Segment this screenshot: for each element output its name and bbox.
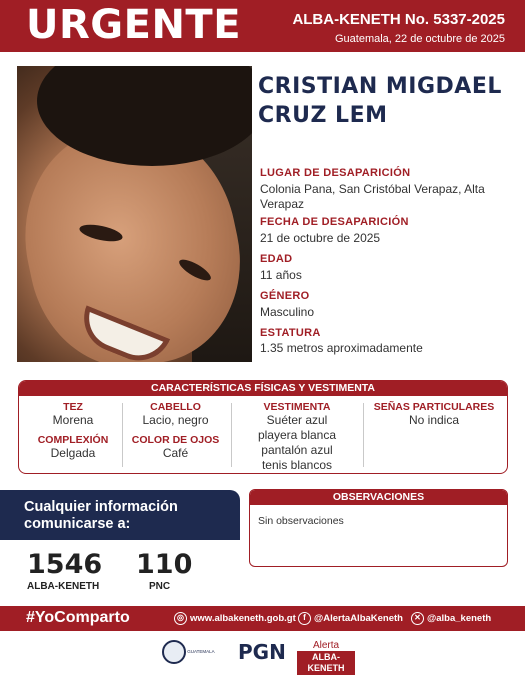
height-value: 1.35 metros aproximadamente — [260, 341, 423, 355]
place-value: Colonia Pana, San Cristóbal Verapaz, Alta Verapaz — [260, 182, 485, 211]
facebook-text: @AlertaAlbaKeneth — [314, 613, 403, 625]
alerta-logo-line1: Alerta — [312, 640, 340, 651]
eye-color-label: COLOR DE OJOS — [131, 434, 220, 446]
date-label: FECHA DE DESAPARICIÓN — [260, 216, 409, 228]
phone-alba-keneth[interactable]: 1546 — [27, 549, 103, 580]
x-text: @alba_keneth — [427, 613, 492, 625]
column-divider — [363, 403, 364, 467]
alert-date: Guatemala, 22 de octubre de 2025 — [334, 33, 505, 45]
government-logo-text: GUATEMALA — [187, 649, 215, 655]
gender-label: GÉNERO — [260, 290, 310, 302]
marks-value: No indica — [408, 413, 460, 427]
place-label: LUGAR DE DESAPARICIÓN — [260, 167, 411, 179]
missing-person-photo — [17, 66, 252, 362]
header-banner — [0, 0, 525, 52]
observations-text: Sin observaciones — [258, 515, 344, 527]
date-value: 21 de octubre de 2025 — [260, 231, 381, 245]
hair-block — [127, 401, 224, 461]
characteristics-panel — [18, 380, 508, 474]
complexion-label: COMPLEXIÓN — [37, 434, 109, 446]
facebook-icon: f — [298, 612, 311, 625]
observations-title: OBSERVACIONES — [250, 490, 507, 505]
gender-value: Masculino — [260, 305, 315, 319]
contact-text-line2: comunicarse a: — [24, 516, 131, 532]
eye-color-value: Café — [162, 446, 189, 460]
height-label: ESTATURA — [260, 327, 321, 339]
website-link[interactable] — [174, 612, 296, 625]
phone-alba-keneth-label: ALBA-KENETH — [27, 581, 100, 592]
age-label: EDAD — [260, 253, 293, 265]
globe-icon: ◎ — [174, 612, 187, 625]
person-name-line2: CRUZ LEM — [258, 103, 388, 128]
government-logo — [162, 640, 232, 672]
facebook-link[interactable] — [298, 612, 403, 625]
age-value: 11 años — [260, 268, 302, 282]
characteristics-title: CARACTERÍSTICAS FÍSICAS Y VESTIMENTA — [19, 381, 507, 396]
complexion-value: Delgada — [50, 446, 96, 460]
clothing-line: tenis blancos — [261, 458, 333, 472]
x-icon: ✕ — [411, 612, 424, 625]
hair-value: Lacio, negro — [142, 413, 209, 427]
column-divider — [122, 403, 123, 467]
alert-number: ALBA-KENETH No. 5337-2025 — [292, 11, 505, 28]
phone-pnc[interactable]: 110 — [136, 549, 193, 580]
clothing-line: playera blanca — [257, 428, 337, 442]
marks-block — [369, 401, 499, 428]
person-name-line1: CRISTIAN MIGDAEL — [258, 74, 502, 99]
website-text: www.albakeneth.gob.gt — [190, 613, 296, 625]
tez-block — [29, 401, 117, 461]
contact-banner — [0, 490, 240, 540]
contact-text-line1: Cualquier información — [24, 499, 178, 515]
tez-value: Morena — [52, 413, 94, 427]
clothing-block — [237, 401, 357, 473]
hashtag: #YoComparto — [26, 609, 130, 626]
column-divider — [231, 403, 232, 467]
person-name — [258, 72, 513, 130]
observations-panel — [249, 489, 508, 567]
marks-label: SEÑAS PARTICULARES — [373, 401, 495, 413]
pgn-logo-text: PGN — [238, 640, 286, 664]
footer-bar — [0, 606, 525, 631]
clothing-label: VESTIMENTA — [263, 401, 331, 413]
x-link[interactable] — [411, 612, 491, 625]
alerta-logo-line2: ALBA-KENETH — [297, 651, 355, 675]
hair-label: CABELLO — [150, 401, 201, 413]
clothing-line: Suéter azul — [266, 413, 328, 427]
tez-label: TEZ — [63, 401, 83, 413]
pgn-logo — [238, 640, 288, 672]
seal-icon — [162, 640, 186, 664]
alerta-alba-keneth-logo — [297, 640, 355, 672]
urgent-title: URGENTE — [26, 2, 242, 48]
clothing-line: pantalón azul — [261, 443, 333, 457]
phone-pnc-label: PNC — [149, 581, 171, 592]
